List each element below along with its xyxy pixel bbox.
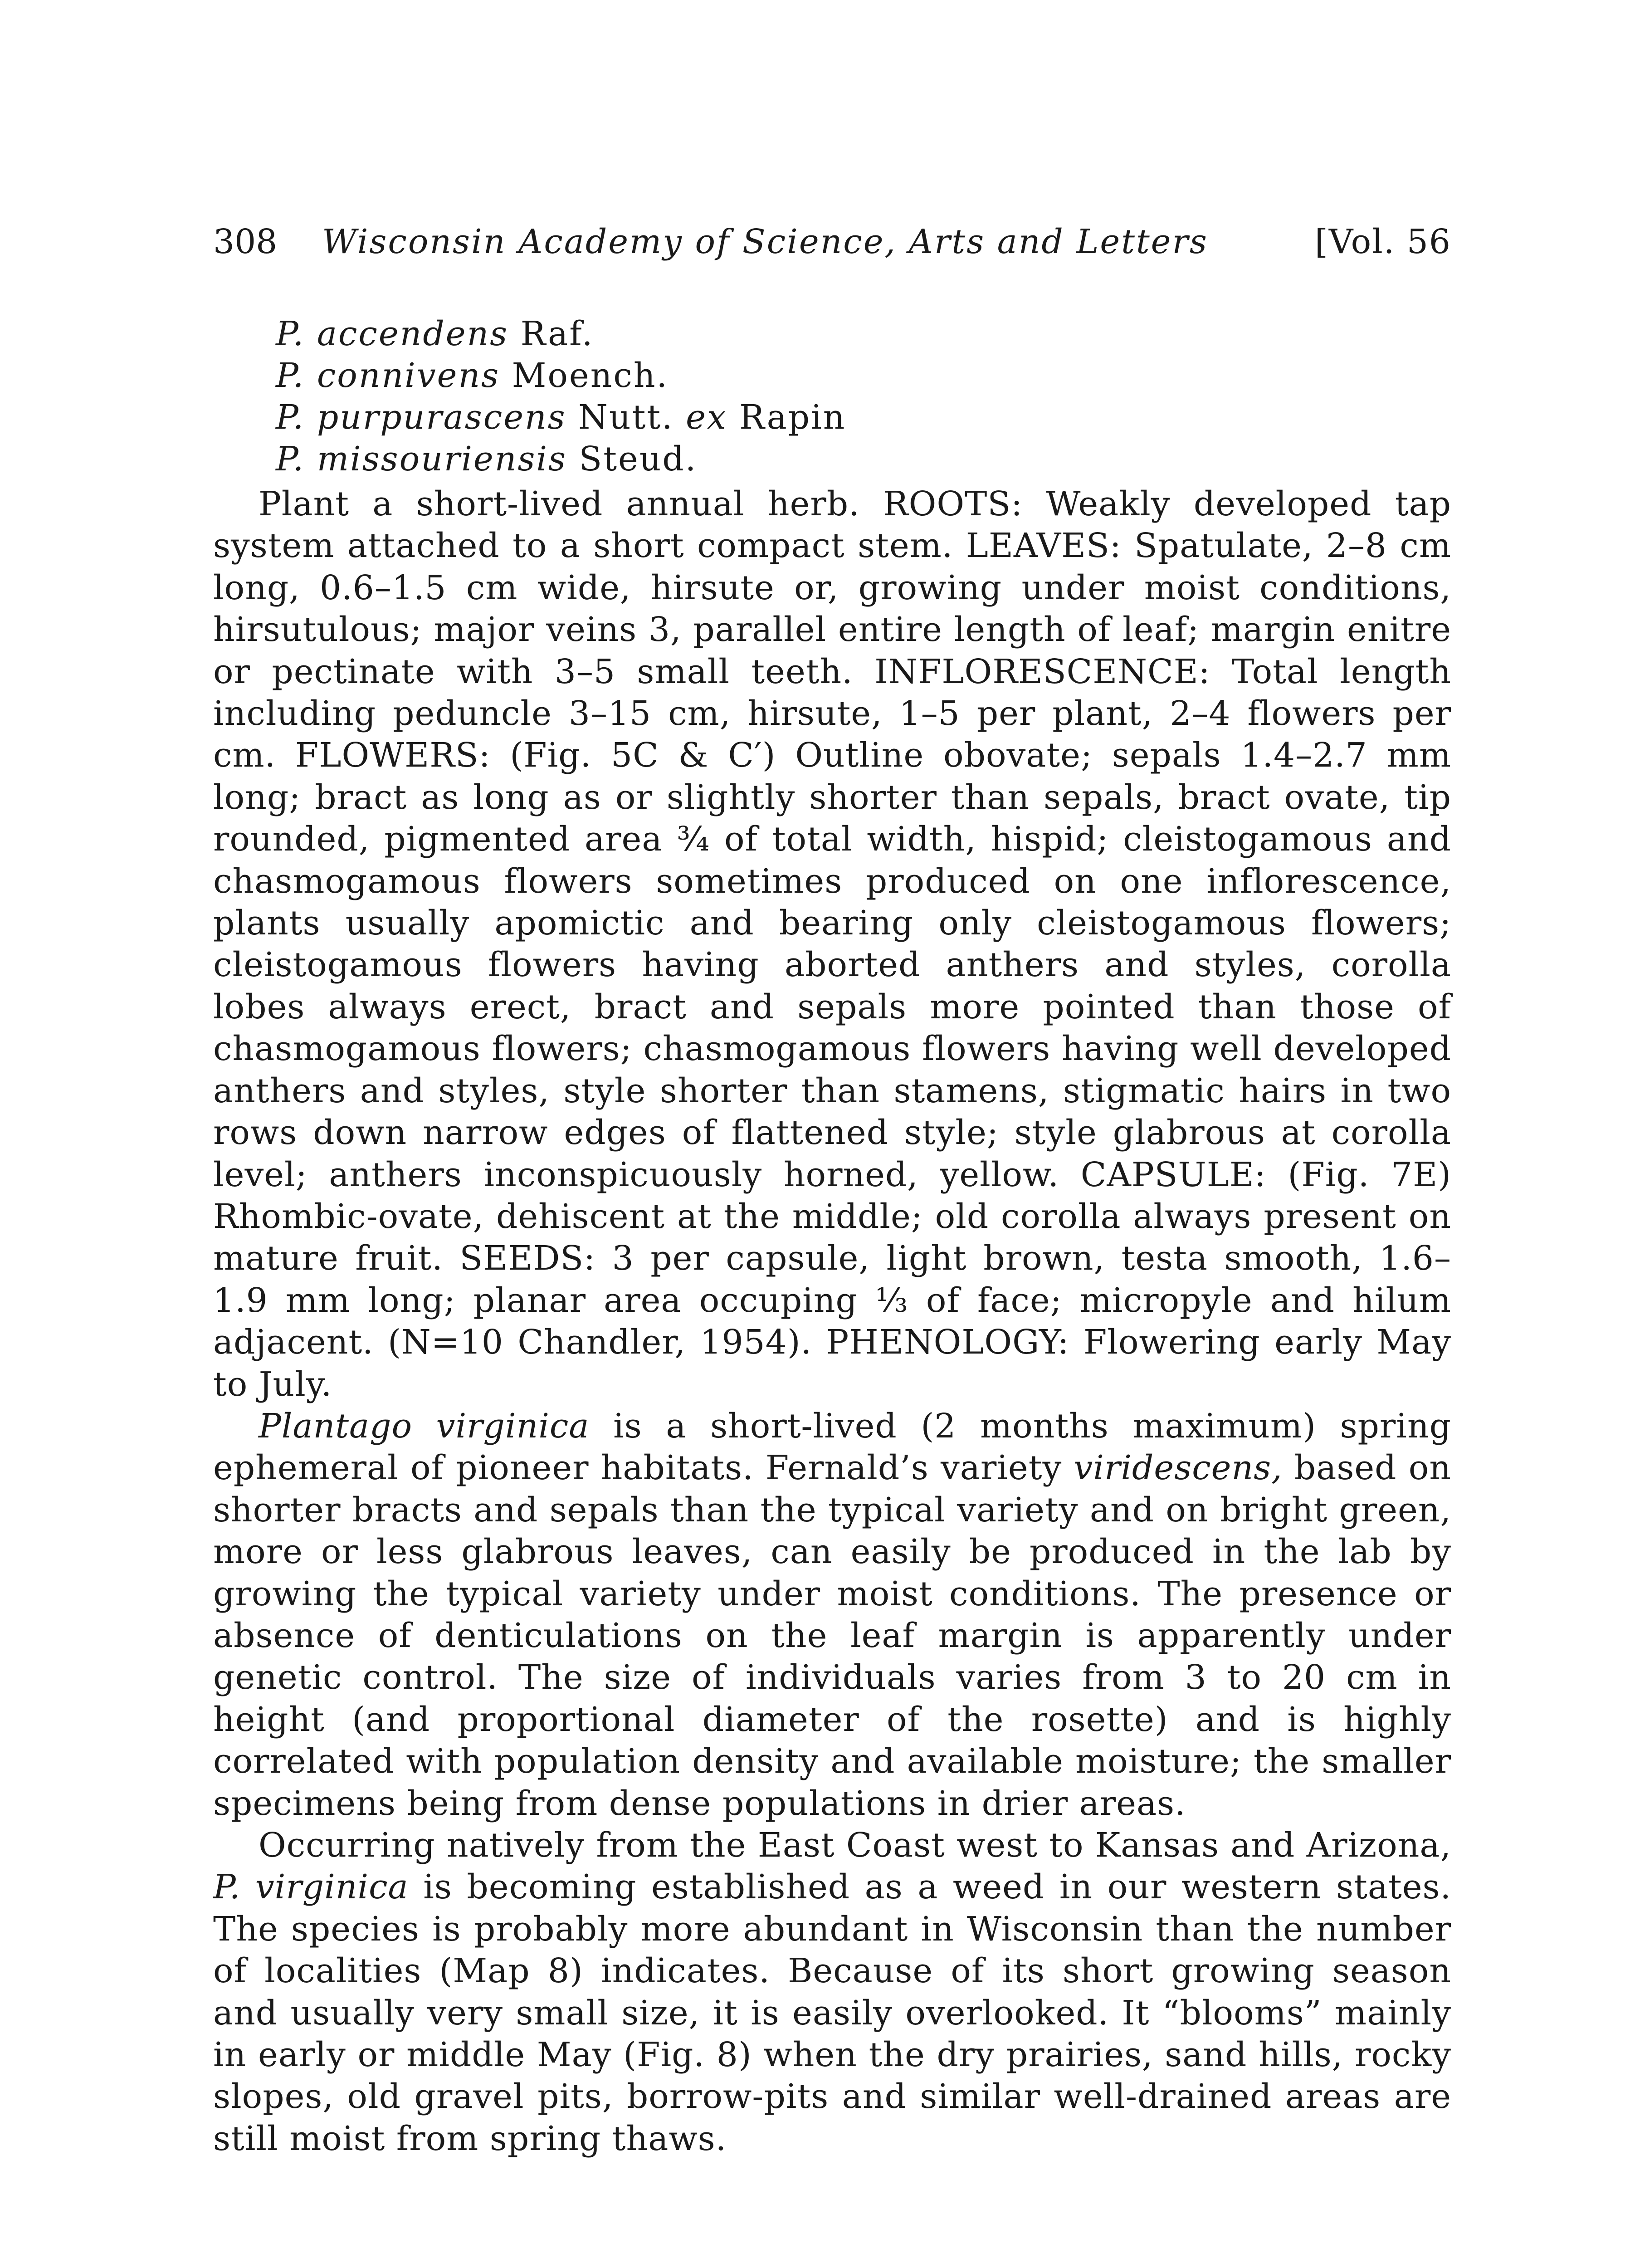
synonym-entry [276,313,846,355]
synonym-epithet: accendens [317,314,509,353]
synonym-genus: P. [276,440,305,479]
synonym-genus: P. [276,314,305,353]
synonym-entry [276,438,846,480]
synonym-genus: P. [276,356,305,395]
synonym-entry [276,355,846,396]
paragraph-text: is a short-lived (2 months maximum) spring ephemeral of pioneer habitats. Fernald’s variety [213,1406,1451,1488]
species-name: Plantago virginica [259,1406,590,1446]
species-name: P. virginica [213,1867,409,1907]
synonym-epithet: missouriensis [317,440,567,479]
synonym-epithet: purpurascens [317,398,566,437]
paragraph-text: based on shorter bracts and sepals than the typical variety and on bright green, more or less glabrous leaves, can easily be produced in the lab by growing the typical variety under moist conditions. The presence or absence of denticulations on the leaf margin is apparently under genetic control. The size of individuals varies from 3 to 20 cm in height (and proportional diameter of the rosette) and is highly correlated with population density and available moisture; the smaller specimens being from dense populations in drier areas. [213,1448,1451,1823]
volume-label: [Vol. 56 [1315,222,1451,261]
synonym-author: Moench. [512,356,669,395]
page-number: 308 [213,222,278,261]
synonym-author: Raf. [520,314,594,353]
synonym-genus: P. [276,398,305,437]
paragraph-text: is becoming established as a weed in our western states. The species is probably more abundant in Wisconsin than the number of localities (Map 8) indicates. Because of its short growing season and usually very small size, it is easily overlooked. It “blooms” mainly in early or middle May (Fig. 8) when the dry prairies, sand hills, rocky slopes, old gravel pits, borrow-pits and similar well-drained areas are still moist from spring thaws. [213,1867,1451,2158]
body-text [213,483,1451,2160]
journal-title: Wisconsin Academy of Science, Arts and Letters [322,222,1208,261]
synonym-author: Nutt. [578,398,674,437]
synonym-ex: ex [686,398,727,437]
synonym-author: Steud. [579,440,698,479]
synonym-epithet: connivens [317,356,500,395]
synonym-author: Rapin [739,398,846,437]
body-paragraph [213,1824,1451,2160]
variety-name: viridescens, [1074,1448,1283,1488]
synonym-entry [276,396,846,438]
synonym-list [276,313,846,480]
running-header [213,217,1451,267]
body-paragraph [213,1405,1451,1824]
paragraph-text: Occurring natively from the East Coast west to Kansas and Arizona, [259,1826,1451,1865]
description-paragraph: Plant a short-lived annual herb. ROOTS: Weakly developed tap system attached to a short compact stem. LEAVES: Spatulate, 2–8 cm long, 0.6–1.5 cm wide, hirsute or, growing under moist conditions, hirsutulous; major veins 3, parallel entire length of leaf; margin enitre or pectinate with 3–5 small teeth. INFLORESCENCE: Total length including peduncle 3–15 cm, hirsute, 1–5 per plant, 2–4 flowers per cm. FLOWERS: (Fig. 5C & C′) Outline obovate; sepals 1.4–2.7 mm long; bract as long as or slightly shorter than sepals, bract ovate, tip rounded, pigmented area ¾ of total width, hispid; cleistogamous and chasmogamous flowers sometimes produced on one inflorescence, plants usually apomictic and bearing only cleistogamous flowers; cleistogamous flowers having aborted anthers and styles, corolla lobes always erect, bract and sepals more pointed than those of chasmogamous flowers; chasmogamous flowers having well developed anthers and styles, style shorter than stamens, stigmatic hairs in two rows down narrow edges of flattened style; style glabrous at corolla level; anthers inconspicuously horned, yellow. CAPSULE: (Fig. 7E) Rhombic-ovate, dehiscent at the middle; old corolla always present on mature fruit. SEEDS: 3 per capsule, light brown, testa smooth, 1.6–1.9 mm long; planar area occuping ⅓ of face; micropyle and hilum adjacent. (N=10 Chandler, 1954). PHENOLOGY: Flowering early May to July. [213,484,1451,1404]
